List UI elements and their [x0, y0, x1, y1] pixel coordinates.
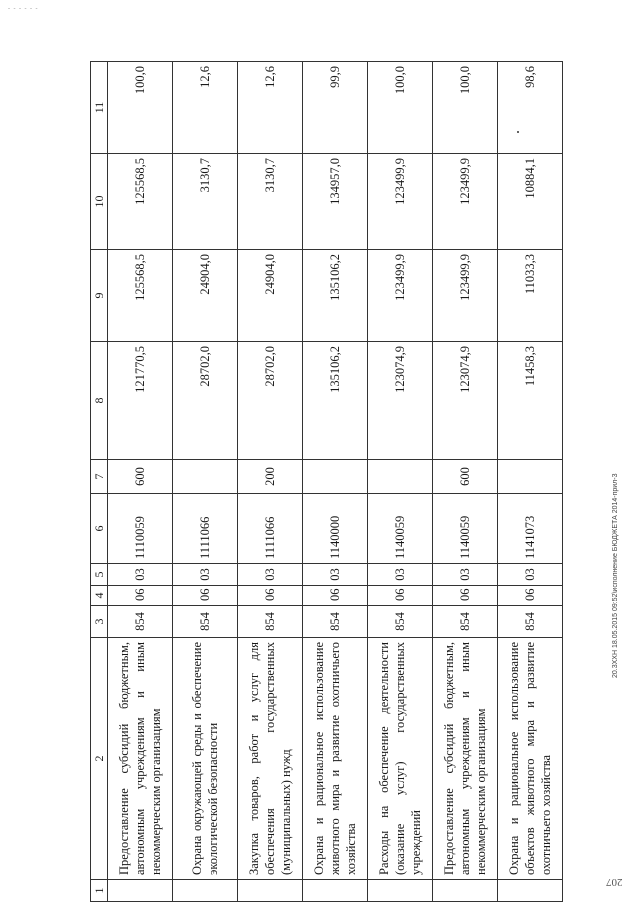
header-cell: 8	[91, 342, 108, 460]
cell-col9: 123499,9	[368, 250, 433, 342]
row-name: Предоставление субсидий бюджетным, автономным учреждениям и иным некоммерческим организациям	[433, 638, 498, 880]
table-row	[433, 62, 498, 902]
header-cell: 6	[91, 494, 108, 564]
header-cell: 7	[91, 460, 108, 494]
cell-col6: 1140059	[368, 494, 433, 564]
header-row	[91, 62, 108, 902]
cell-col10: 3130,7	[238, 154, 303, 250]
cell-col9: 11033,3	[498, 250, 563, 342]
cell-col5: 03	[173, 564, 238, 586]
table-row	[498, 62, 563, 902]
cell-col6: 1141073	[498, 494, 563, 564]
rotated-table-container	[90, 62, 640, 902]
cell-col10: 125568,5	[108, 154, 173, 250]
page-number: 207	[606, 876, 623, 888]
header-cell: 10	[91, 154, 108, 250]
cell-col7	[173, 460, 238, 494]
cell-col4: 06	[108, 586, 173, 606]
cell-col6: 1140059	[433, 494, 498, 564]
row-name: Охрана окружающей среды и обеспечение экологической безопасности	[173, 638, 238, 880]
cell-col6: 1111066	[238, 494, 303, 564]
cell-col3: 854	[368, 606, 433, 638]
cell-col4: 06	[498, 586, 563, 606]
cell-col1	[303, 880, 368, 902]
cell-col5: 03	[238, 564, 303, 586]
table-row	[108, 62, 173, 902]
ink-dot	[517, 131, 519, 133]
cell-col6: 1110059	[108, 494, 173, 564]
cell-col4: 06	[238, 586, 303, 606]
cell-col4: 06	[433, 586, 498, 606]
cell-col10: 123499,9	[368, 154, 433, 250]
cell-col5: 03	[108, 564, 173, 586]
cell-col1	[108, 880, 173, 902]
row-name: Закупка товаров, работ и услуг для обеспечения государственных (муниципальных) нужд	[238, 638, 303, 880]
cell-col9: 135106,2	[303, 250, 368, 342]
cell-col3: 854	[108, 606, 173, 638]
cell-col11: 99,9	[303, 62, 368, 154]
budget-table	[90, 61, 563, 902]
cell-col7: 600	[108, 460, 173, 494]
cell-col7	[498, 460, 563, 494]
cell-col8: 123074,9	[433, 342, 498, 460]
cell-col8: 28702,0	[173, 342, 238, 460]
cell-col1	[173, 880, 238, 902]
cell-col10: 3130,7	[173, 154, 238, 250]
cell-col7	[368, 460, 433, 494]
cell-col5: 03	[498, 564, 563, 586]
table-row	[238, 62, 303, 902]
file-path-note: 20.3ХХН 18.05.2015 09:52\исполнение БЮДЖЕТА 2014-прил-3	[612, 473, 619, 678]
cell-col8: 123074,9	[368, 342, 433, 460]
cell-col6: 1140000	[303, 494, 368, 564]
table-row	[303, 62, 368, 902]
cell-col3: 854	[498, 606, 563, 638]
cell-col10: 10884,1	[498, 154, 563, 250]
cell-col9: 125568,5	[108, 250, 173, 342]
cell-col9: 123499,9	[433, 250, 498, 342]
row-name: Охрана и рациональное использование животного мира и развитие охотничьего хозяйства	[303, 638, 368, 880]
row-name: Предоставление субсидий бюджетным, автономным учреждениям и иным некоммерческим организациям	[108, 638, 173, 880]
cell-col8: 28702,0	[238, 342, 303, 460]
cell-col6: 1111066	[173, 494, 238, 564]
cell-col3: 854	[303, 606, 368, 638]
table-row	[173, 62, 238, 902]
cell-col5: 03	[368, 564, 433, 586]
cell-col8: 11458,3	[498, 342, 563, 460]
cell-col4: 06	[368, 586, 433, 606]
cell-col11: 100,0	[433, 62, 498, 154]
cell-col10: 134957,0	[303, 154, 368, 250]
header-cell: 5	[91, 564, 108, 586]
cell-col3: 854	[433, 606, 498, 638]
header-cell: 9	[91, 250, 108, 342]
cell-col1	[433, 880, 498, 902]
cell-col9: 24904,0	[238, 250, 303, 342]
cell-col10: 123499,9	[433, 154, 498, 250]
cell-col11: 12,6	[173, 62, 238, 154]
cell-col1	[368, 880, 433, 902]
cell-col11: 100,0	[368, 62, 433, 154]
cell-col7	[303, 460, 368, 494]
cell-col1	[238, 880, 303, 902]
header-cell: 4	[91, 586, 108, 606]
cell-col8: 135106,2	[303, 342, 368, 460]
header-cell: 11	[91, 62, 108, 154]
cell-col3: 854	[173, 606, 238, 638]
cell-col7: 200	[238, 460, 303, 494]
cell-col7: 600	[433, 460, 498, 494]
cell-col8: 121770,5	[108, 342, 173, 460]
cell-col4: 06	[303, 586, 368, 606]
cell-col5: 03	[303, 564, 368, 586]
cell-col4: 06	[173, 586, 238, 606]
cell-col1	[498, 880, 563, 902]
row-name: Расходы на обеспечение деятельности (оказание услуг) государственных учреждений	[368, 638, 433, 880]
cell-col3: 854	[238, 606, 303, 638]
header-cell: 1	[91, 880, 108, 902]
corner-mark: - - - - - -	[8, 6, 39, 12]
cell-col11: 98,6	[498, 62, 563, 154]
cell-col5: 03	[433, 564, 498, 586]
cell-col9: 24904,0	[173, 250, 238, 342]
header-cell: 3	[91, 606, 108, 638]
table-row	[368, 62, 433, 902]
cell-col11: 100,0	[108, 62, 173, 154]
row-name: Охрана и рациональное использование объектов животного мира и развитие охотничьего хозяйства	[498, 638, 563, 880]
cell-col11: 12,6	[238, 62, 303, 154]
header-cell: 2	[91, 638, 108, 880]
